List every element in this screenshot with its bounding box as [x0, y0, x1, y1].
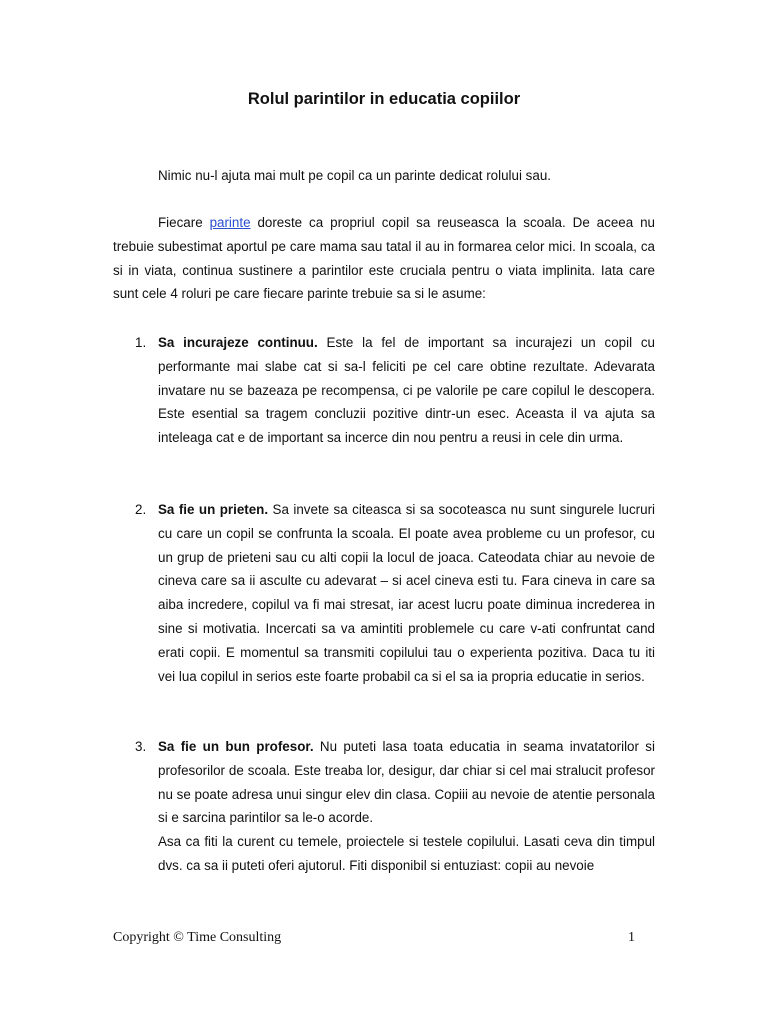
parinte-link[interactable]: parinte: [209, 215, 251, 230]
page-title: Rolul parintilor in educatia copiilor: [247, 90, 521, 108]
list-item-heading: Sa fie un prieten.: [158, 502, 269, 517]
intro-text: Nimic nu-l ajuta mai mult pe copil ca un parinte dedicat rolului sau.: [158, 168, 551, 183]
list-item-1-wrapper: [113, 331, 655, 450]
footer-copyright: Copyright © Time Consulting: [113, 930, 282, 945]
list-item-2-wrapper: [113, 498, 655, 688]
para-text-start: Fiecare: [158, 215, 210, 230]
second-paragraph: [113, 211, 655, 306]
list-item: [113, 331, 655, 450]
list-number: 3.: [135, 739, 147, 754]
list-number: 1.: [135, 335, 147, 350]
list-number: 2.: [135, 502, 147, 517]
list-item-heading: Sa incurajeze continuu.: [158, 335, 318, 350]
list-item-text: Sa invete sa citeasca si sa socoteasca nu sunt singurele lucruri cu care un copil se confrunta la scoala. El poate avea probleme cu un profesor, cu un grup de prieteni sau cu alti copii la locul de joaca. Cateodata chiar au nevoie de cineva care sa ii asculte cu adevarat – si acel cineva esti tu. Fara cineva in care sa aiba incredere, copilul va fi mai stresat, iar acest lucru poate diminua increderea in sine si motivatia. Incercati sa va amintiti problemele cu care v-ati confruntat cand erati copii. E momentul sa transmiti copilului tau o experienta pozitiva. Daca tu iti vei lua copilul in serios este foarte probabil ca si el sa ia propria educatie in serios.: [158, 502, 656, 684]
page-footer: [113, 930, 635, 946]
list-item-heading: Sa fie un bun profesor.: [158, 739, 314, 754]
list-item-continuation: Asa ca fiti la curent cu temele, proiectele si testele copilului. Lasati ceva din timpul dvs. ca sa ii puteti oferi ajutorul. Fiti disponibil si entuziast: copii au nevoie: [158, 834, 655, 873]
para-text-end: doreste ca propriul copil sa reuseasca la scoala. De aceea nu trebuie subestimat aportul pe care mama sau tatal il au in formarea celor mici. In scoala, ca si in viata, continua sustinere a parintilor este cruciala pentru o viata implinita. Iata care sunt cele 4 roluri pe care fiecare parinte trebuie sa si le asume:: [113, 215, 655, 302]
intro-paragraph: [113, 164, 655, 188]
list-item-text: Nu puteti lasa toata educatia in seama invatatorilor si profesorilor de scoala. Este treaba lor, desigur, dar chiar si cel mai stralucit profesor nu se poate adresa unui singur elev din clasa. Copiii au nevoie de atentie personala si e sarcina parintilor sa le-o acorde.: [158, 739, 655, 826]
list-item: [113, 735, 655, 878]
list-item-3-wrapper: [113, 735, 655, 878]
list-item: [113, 498, 655, 688]
second-paragraph-text: [113, 211, 655, 306]
list-item-text: Este la fel de important sa incurajezi un copil cu performante mai slabe cat si sa-l feliciti pe cel care obtine rezultate. Adevarata invatare nu se bazeaza pe recompensa, ci pe valorile pe care copilul le descopera. Este esential sa tragem concluzii pozitive dintr-un esec. Aceasta il va ajuta sa inteleaga cat e de important sa incerce din nou pentru a reusi in cele din urma.: [158, 335, 656, 446]
footer-page-number: 1: [628, 930, 635, 945]
